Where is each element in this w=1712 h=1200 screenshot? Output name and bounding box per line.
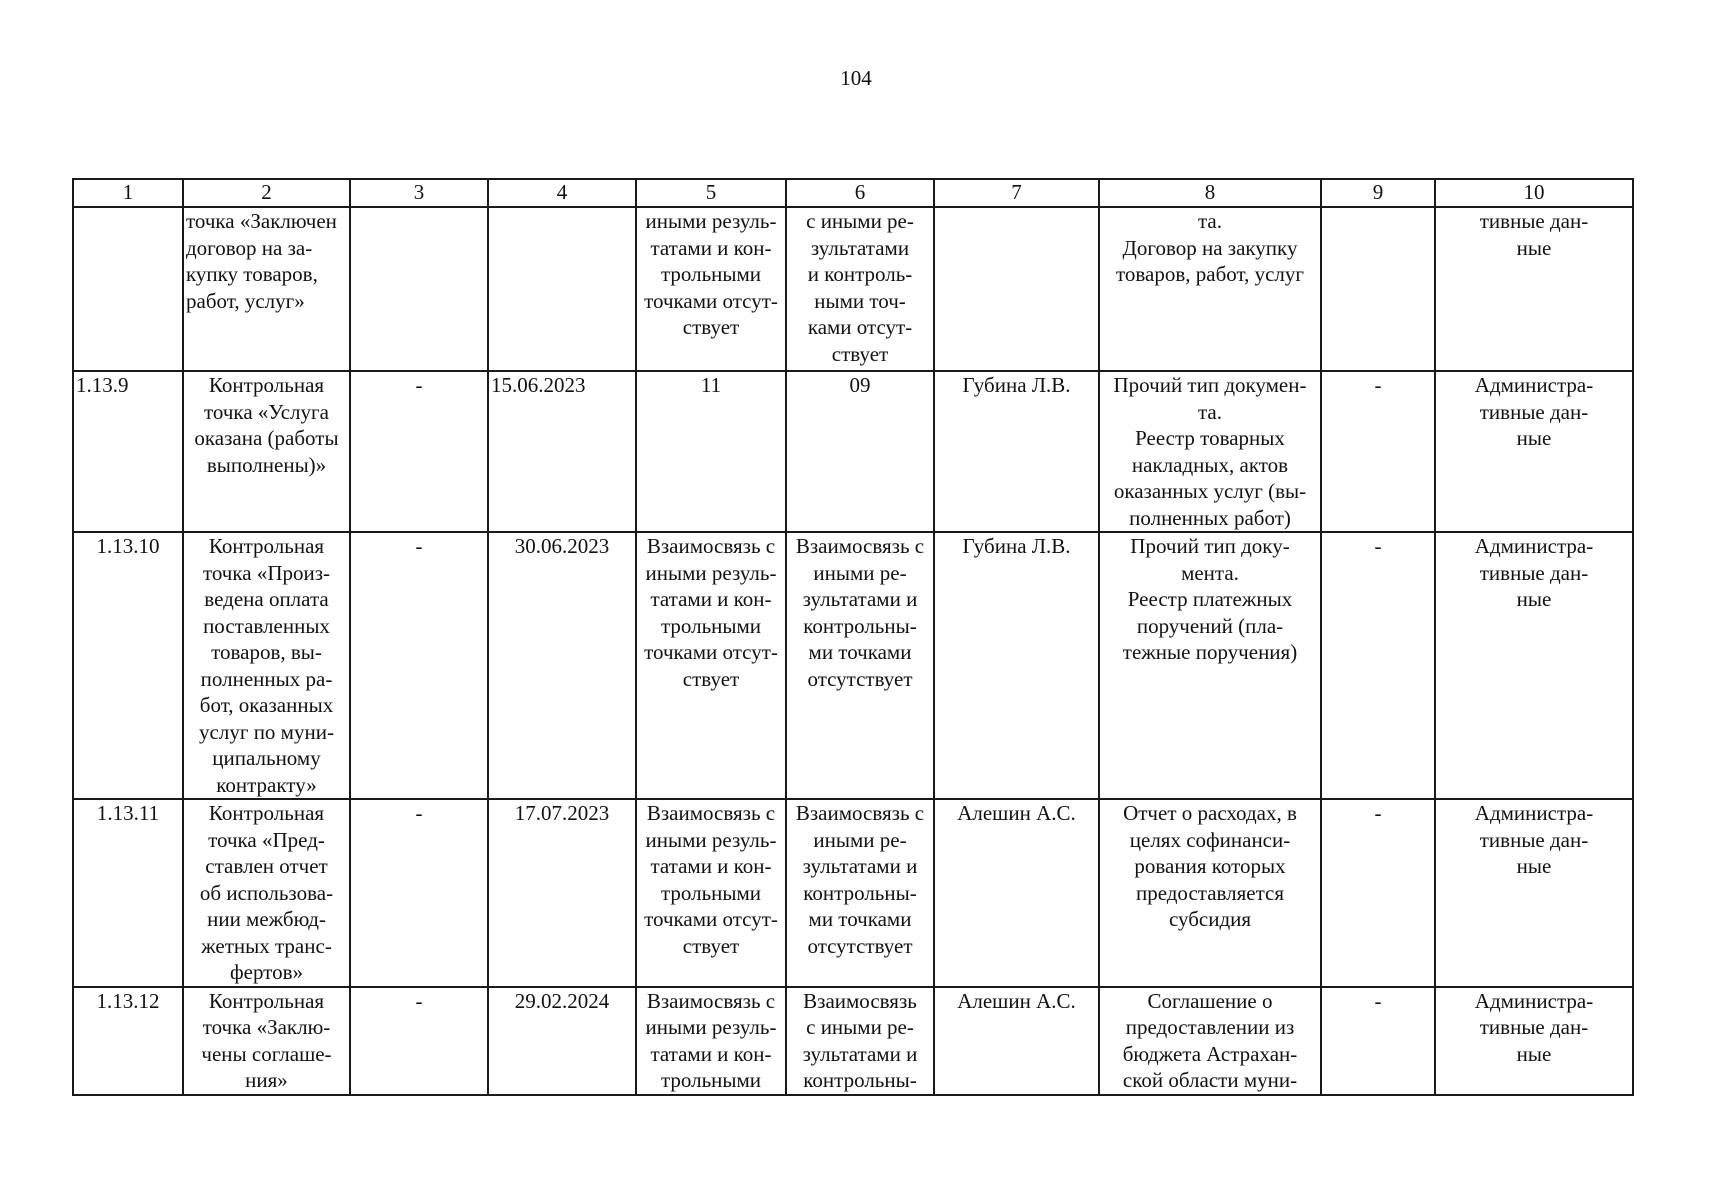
cell-text: - <box>415 373 423 397</box>
responsible-person-cell <box>934 207 1099 371</box>
cell-text: Взаимосвязь с иными резуль- татами и кон- трольными точками отсут- ствует <box>644 534 778 691</box>
cell-col-9 <box>1321 207 1435 371</box>
cell-text: - <box>1374 373 1382 397</box>
cell-col-5 <box>636 532 786 799</box>
column-header-3: 3 <box>350 179 488 207</box>
row-number-cell <box>73 532 183 799</box>
cell-text: Администра- тивные дан- ные <box>1474 988 1594 1066</box>
data-source-cell <box>1435 532 1633 799</box>
row-number-cell <box>73 987 183 1095</box>
data-source-cell <box>1435 371 1633 532</box>
control-point-name-cell <box>183 532 350 799</box>
responsible-person-cell <box>934 799 1099 987</box>
cell-text: - <box>415 534 423 558</box>
cell-text: 17.07.2023 <box>514 801 610 825</box>
date-cell <box>488 207 636 371</box>
cell-text: точка «Заключен договор на за- купку товаров, работ, услуг» <box>186 209 337 313</box>
document-type-cell <box>1099 987 1321 1095</box>
cell-text: Губина Л.В. <box>962 534 1071 558</box>
cell-text: 15.06.2023 <box>491 373 586 397</box>
document-type-cell <box>1099 532 1321 799</box>
cell-text: Контрольная точка «Произ- ведена оплата поставленных товаров, вы- полненных ра- бот, оказанных услуг по муни- ципальному контракту» <box>199 534 334 797</box>
table-row <box>73 987 1633 1095</box>
date-cell <box>488 987 636 1095</box>
control-point-name-cell <box>183 799 350 987</box>
data-source-cell <box>1435 207 1633 371</box>
cell-text: Взаимосвязь с иными резуль- татами и кон- трольными <box>645 988 777 1092</box>
cell-col-6 <box>786 799 934 987</box>
cell-text: иными резуль- татами и кон- трольными точками отсут- ствует <box>644 209 778 339</box>
cell-col-3 <box>350 371 488 532</box>
data-source-cell <box>1435 987 1633 1095</box>
cell-col-9 <box>1321 799 1435 987</box>
table-header-row <box>73 179 1633 207</box>
cell-text: 1.13.12 <box>96 988 160 1013</box>
data-source-cell <box>1435 799 1633 987</box>
cell-text: - <box>1374 988 1382 1013</box>
document-type-cell <box>1099 799 1321 987</box>
column-header-10: 10 <box>1435 179 1633 207</box>
page-number: 104 <box>840 66 872 90</box>
cell-text: тивные дан- ные <box>1479 209 1589 260</box>
cell-text: Контрольная точка «Пред- ставлен отчет об использова- нии межбюд- жетных транс- фертов» <box>199 801 334 984</box>
cell-text: Взаимосвязь с иными ре- зультатами и контрольны- ми точками отсутствует <box>795 534 925 691</box>
cell-text: Алешин А.С. <box>957 988 1076 1013</box>
column-header-5: 5 <box>636 179 786 207</box>
responsible-person-cell <box>934 532 1099 799</box>
column-header-8: 8 <box>1099 179 1321 207</box>
cell-text: 30.06.2023 <box>514 534 610 558</box>
cell-col-9 <box>1321 371 1435 532</box>
column-header-7: 7 <box>934 179 1099 207</box>
column-header-9: 9 <box>1321 179 1435 207</box>
cell-text: - <box>1374 801 1382 825</box>
cell-col-6 <box>786 207 934 371</box>
cell-col-3 <box>350 532 488 799</box>
cell-text: Контрольная точка «Услуга оказана (работы выполнены)» <box>194 373 339 477</box>
row-number-cell <box>73 799 183 987</box>
date-cell <box>488 799 636 987</box>
document-type-cell <box>1099 371 1321 532</box>
cell-text: та. Договор на закупку товаров, работ, услуг <box>1115 209 1304 286</box>
cell-text: Взаимосвязь с иными резуль- татами и кон- трольными точками отсут- ствует <box>644 801 778 958</box>
cell-text: Отчет о расходах, в целях софинанси- рования которых предоставляется субсидия <box>1123 801 1297 931</box>
cell-col-5 <box>636 987 786 1095</box>
cell-text: Взаимосвязь с иными ре- зультатами и контрольны- <box>802 988 918 1092</box>
cell-text: 1.13.11 <box>96 801 160 825</box>
cell-col-9 <box>1321 987 1435 1095</box>
control-point-name-cell <box>183 371 350 532</box>
table-row <box>73 532 1633 799</box>
cell-text: Администра- тивные дан- ные <box>1474 534 1594 611</box>
table-row <box>73 371 1633 532</box>
cell-text: 1.13.10 <box>96 534 160 558</box>
cell-text: - <box>1374 534 1382 558</box>
cell-text: 09 <box>849 373 871 397</box>
cell-col-5 <box>636 799 786 987</box>
cell-text: Взаимосвязь с иными ре- зультатами и контрольны- ми точками отсутствует <box>795 801 925 958</box>
column-header-6: 6 <box>786 179 934 207</box>
cell-col-6 <box>786 532 934 799</box>
cell-text: 1.13.9 <box>76 373 129 397</box>
cell-text: Алешин А.С. <box>957 801 1076 825</box>
cell-text: Прочий тип доку- мента. Реестр платежных поручений (пла- тежные поручения) <box>1122 534 1298 664</box>
cell-text: Прочий тип докумен- та. Реестр товарных накладных, актов оказанных услуг (вы- полненных работ) <box>1113 373 1307 530</box>
responsible-person-cell <box>934 987 1099 1095</box>
column-header-2: 2 <box>183 179 350 207</box>
cell-col-3 <box>350 987 488 1095</box>
cell-col-3 <box>350 207 488 371</box>
row-number-cell <box>73 207 183 371</box>
cell-text: Администра- тивные дан- ные <box>1474 801 1594 878</box>
cell-text: Администра- тивные дан- ные <box>1474 373 1594 450</box>
cell-text: - <box>415 801 423 825</box>
document-type-cell <box>1099 207 1321 371</box>
cell-text: - <box>415 988 423 1013</box>
cell-text: Губина Л.В. <box>962 373 1071 397</box>
cell-text: 11 <box>700 373 722 397</box>
cell-text: с иными ре- зультатами и контроль- ными точ- ками отсут- ствует <box>806 209 914 366</box>
column-header-4: 4 <box>488 179 636 207</box>
cell-text: 29.02.2024 <box>514 988 610 1013</box>
date-cell <box>488 532 636 799</box>
cell-text: Контрольная точка «Заклю- чены соглаше- ния» <box>201 988 332 1092</box>
control-point-name-cell <box>183 987 350 1095</box>
cell-col-6 <box>786 987 934 1095</box>
table-row <box>73 799 1633 987</box>
date-cell <box>488 371 636 532</box>
cell-col-9 <box>1321 532 1435 799</box>
table-row <box>73 207 1633 371</box>
control-point-name-cell <box>183 207 350 371</box>
data-table <box>72 178 1634 1096</box>
cell-col-3 <box>350 799 488 987</box>
cell-text: Соглашение о предоставлении из бюджета Астрахан- ской области муни- <box>1122 988 1298 1092</box>
cell-col-5 <box>636 371 786 532</box>
row-number-cell <box>73 371 183 532</box>
column-header-1: 1 <box>73 179 183 207</box>
cell-col-5 <box>636 207 786 371</box>
responsible-person-cell <box>934 371 1099 532</box>
cell-col-6 <box>786 371 934 532</box>
